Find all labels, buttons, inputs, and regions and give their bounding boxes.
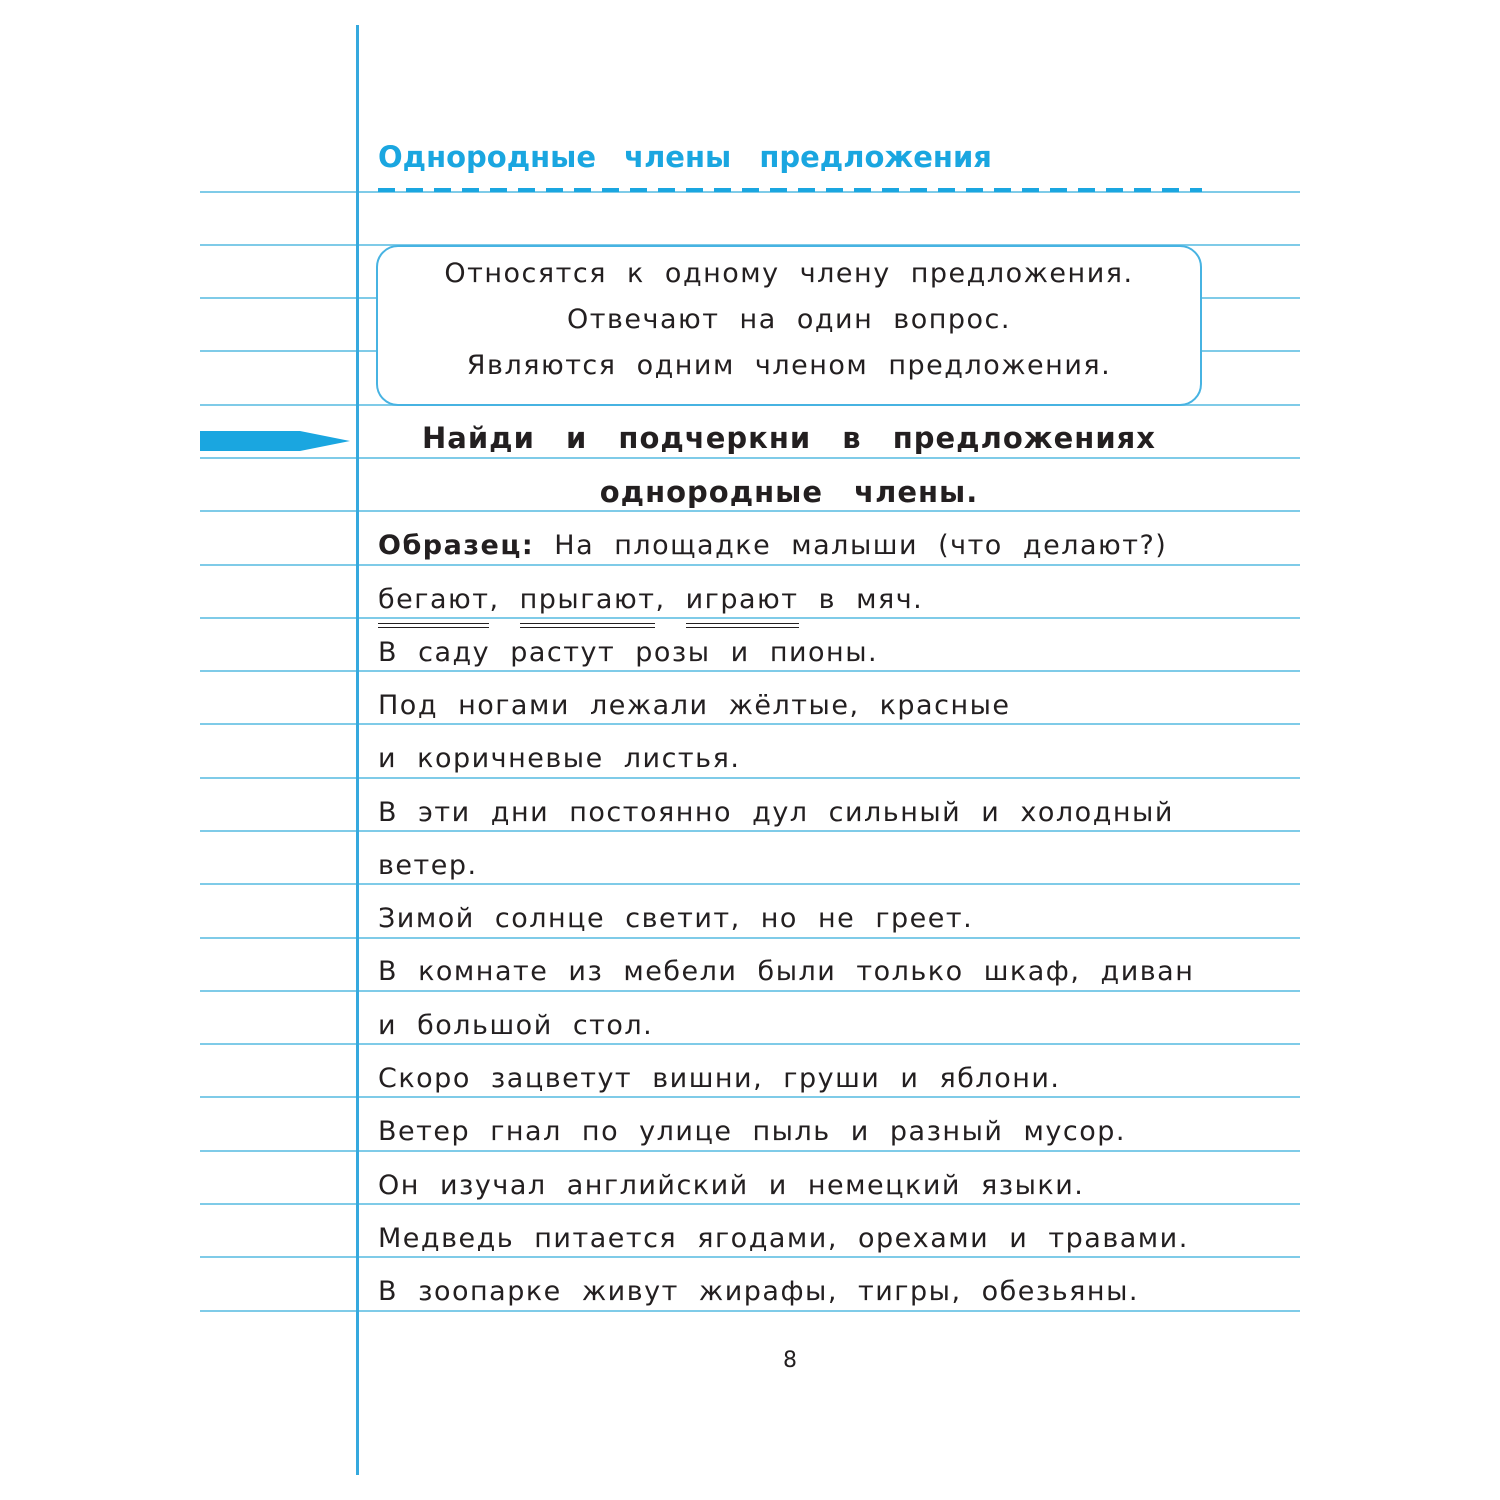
task-line: Найди и подчеркни в предложениях: [422, 421, 1156, 455]
sentence-line: Скоро зацветут вишни, груши и яблони.: [378, 1063, 1061, 1094]
ruled-line: [200, 723, 1300, 725]
sentence-line: ветер.: [378, 850, 478, 881]
ruled-line: [200, 457, 1300, 459]
sentence-line: Ветер гнал по улице пыль и разный мусор.: [378, 1116, 1126, 1147]
sentence-line: Под ногами лежали жёлтые, красные: [378, 690, 1011, 721]
sentence-line: Зимой солнце светит, но не греет.: [378, 903, 974, 934]
ruled-line: [200, 510, 1300, 512]
sentence-line: В эти дни постоянно дул сильный и холодный: [378, 797, 1174, 828]
comma: ,: [489, 584, 500, 615]
sentence-line: и коричневые листья.: [378, 743, 741, 774]
ruled-line: [200, 564, 1300, 566]
rule-box-line: Относятся к одному члену предложения.: [444, 258, 1134, 289]
sentence-line: и большой стол.: [378, 1010, 654, 1041]
example-tail: в мяч.: [818, 584, 924, 615]
ruled-line: [200, 883, 1300, 885]
ruled-line: [200, 1096, 1300, 1098]
sentence-line: Медведь питается ягодами, орехами и травами.: [378, 1223, 1189, 1254]
sentence-line: В комнате из мебели были только шкаф, диван: [378, 956, 1195, 987]
example-text: На площадке малыши (что делают?): [554, 530, 1168, 561]
sentence-line: Он изучал английский и немецкий языки.: [378, 1170, 1085, 1201]
rule-box-line: Отвечают на один вопрос.: [567, 304, 1011, 335]
ruled-line: [200, 1203, 1300, 1205]
underlined-word: бегают: [378, 584, 490, 615]
title-dashed-underline: [378, 188, 1202, 192]
sentence-line: В саду растут розы и пионы.: [378, 637, 879, 668]
page-number: 8: [783, 1348, 797, 1373]
ruled-line: [200, 617, 1300, 619]
example-label: Образец:: [378, 530, 535, 561]
sentence-line: В зоопарке живут жирафы, тигры, обезьяны.: [378, 1276, 1139, 1307]
example-line: [378, 530, 1167, 561]
ruled-line: [200, 990, 1300, 992]
page-title: Однородные члены предложения: [378, 140, 992, 174]
ruled-line: [200, 830, 1300, 832]
ruled-line: [200, 777, 1300, 779]
ruled-line: [200, 670, 1300, 672]
rule-box-line: Являются одним членом предложения.: [466, 350, 1112, 381]
margin-line: [356, 25, 359, 1475]
ruled-line: [200, 937, 1300, 939]
task-line: однородные члены.: [599, 475, 979, 509]
ruled-line: [200, 1310, 1300, 1312]
underlined-word: играют: [685, 584, 799, 615]
ruled-line: [200, 1150, 1300, 1152]
comma: ,: [655, 584, 666, 615]
underlined-word: прыгают: [519, 584, 656, 615]
pencil-icon: [200, 430, 352, 452]
ruled-line: [200, 1256, 1300, 1258]
ruled-line: [200, 1043, 1300, 1045]
example-answer-line: [378, 584, 923, 615]
